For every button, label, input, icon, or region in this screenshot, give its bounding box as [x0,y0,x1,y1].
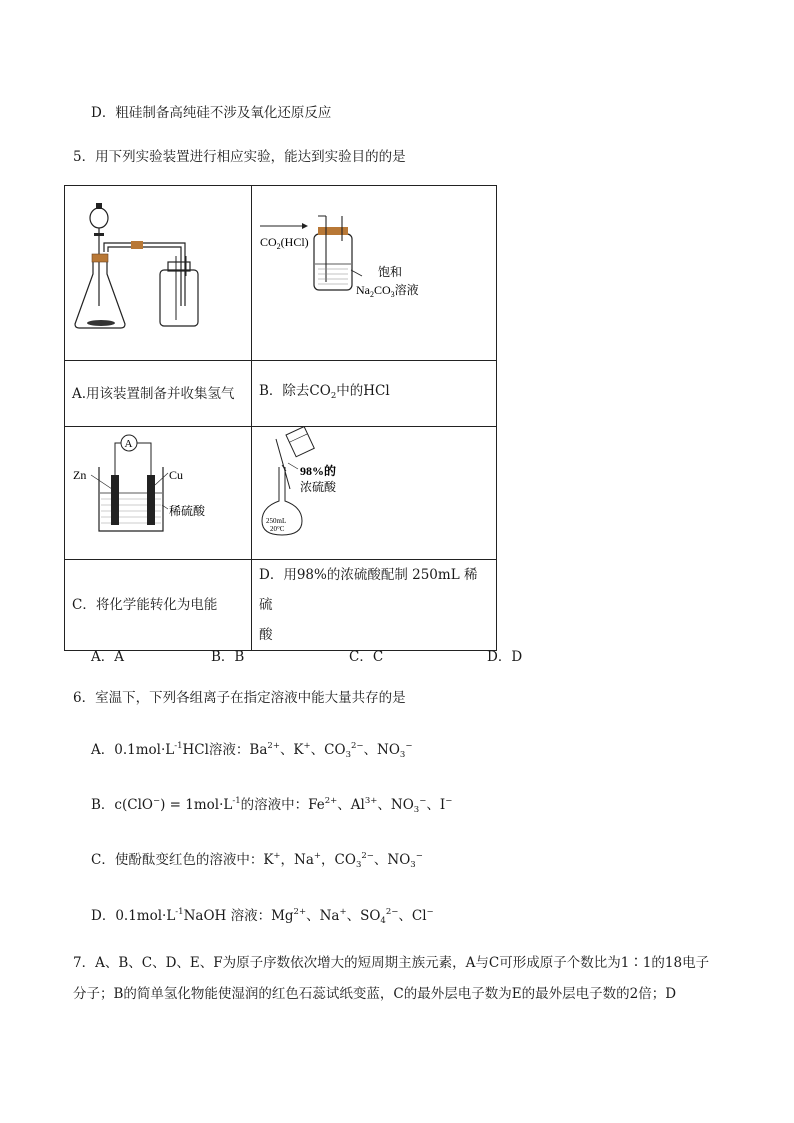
q6-stem: 6．室温下，下列各组离子在指定溶液中能大量共存的是 [73,690,406,706]
svg-text:稀硫酸: 稀硫酸 [169,504,206,518]
q5-option-d[interactable]: D．D [487,649,523,665]
cell-figure-c [65,427,252,560]
svg-text:饱和: 饱和 [378,265,403,279]
svg-text:20°C: 20°C [270,525,285,533]
q4-option-d: D．粗硅制备高纯硅不涉及氧化还原反应 [91,105,332,121]
svg-text:250mL: 250mL [266,517,287,525]
hydrogen-apparatus-figure [65,186,251,356]
cell-figure-b [252,186,497,361]
q5-stem: 5．用下列实验装置进行相应实验，能达到实验目的的是 [73,149,406,165]
co2-washing-bottle-figure [252,186,496,356]
cell-caption-c: C．将化学能转化为电能 [65,560,252,651]
q6-option-b[interactable]: B．$c(ClO^-) = 1mol\cdot L^{-1}$的溶液中：$Fe^{2+}$、$Al^{3+}$、$NO_3^-$、I− [91,796,453,815]
q6-option-c[interactable]: C．使酚酞变红色的溶液中：K+，Na+，$CO_3^{2-}$、$NO_3^-$ [91,851,423,870]
galvanic-cell-figure [65,427,251,555]
q6-option-d[interactable]: D．$0.1mol\cdot L^{-1}NaOH$ 溶液：$Mg^{2+}$、Na+、$SO_4^{2-}$、Cl− [91,907,434,926]
cell-figure-d [252,427,497,560]
svg-text:浓硫酸: 浓硫酸 [300,480,337,494]
svg-text:Zn: Zn [73,468,87,482]
q6-option-a[interactable]: A．$0.1mol\cdot L^{-1}HCl$溶液：$Ba^{2+}$、K+、$CO_3^{2-}$、$NO_3^-$ [91,741,413,760]
svg-text:A: A [124,438,133,450]
svg-text:Cu: Cu [169,468,184,482]
cell-caption-a: A.用该装置制备并收集氢气 [65,361,252,427]
svg-text:98%的: 98%的 [300,464,337,478]
cell-figure-a [65,186,252,361]
q5-option-a[interactable]: A．A [91,649,124,665]
q5-option-c[interactable]: C．C [349,649,384,665]
q5-option-b[interactable]: B．B [211,649,245,665]
svg-text:CO2(HCl): $CO_2(HCl)$ [260,235,309,251]
cell-caption-b: B．除去$CO_2$中的HCl [252,361,497,427]
q5-experiment-table [64,185,497,651]
volumetric-flask-figure [252,427,496,555]
q7-line-2: 分子；B的简单氢化物能使湿润的红色石蕊试纸变蓝，C的最外层电子数为E的最外层电子数的2倍；D [73,986,677,1002]
cell-caption-d: D．用98%的浓硫酸配制 250mL 稀硫 酸 [252,560,497,651]
q7-line-1: 7．A、B、C、D、E、F为原子序数依次增大的短周期主族元素，A与C可形成原子个数比为1∶1的18电子 [73,955,710,971]
svg-text:Na2CO3溶液: $Na_2CO_3$溶液 [356,283,419,299]
